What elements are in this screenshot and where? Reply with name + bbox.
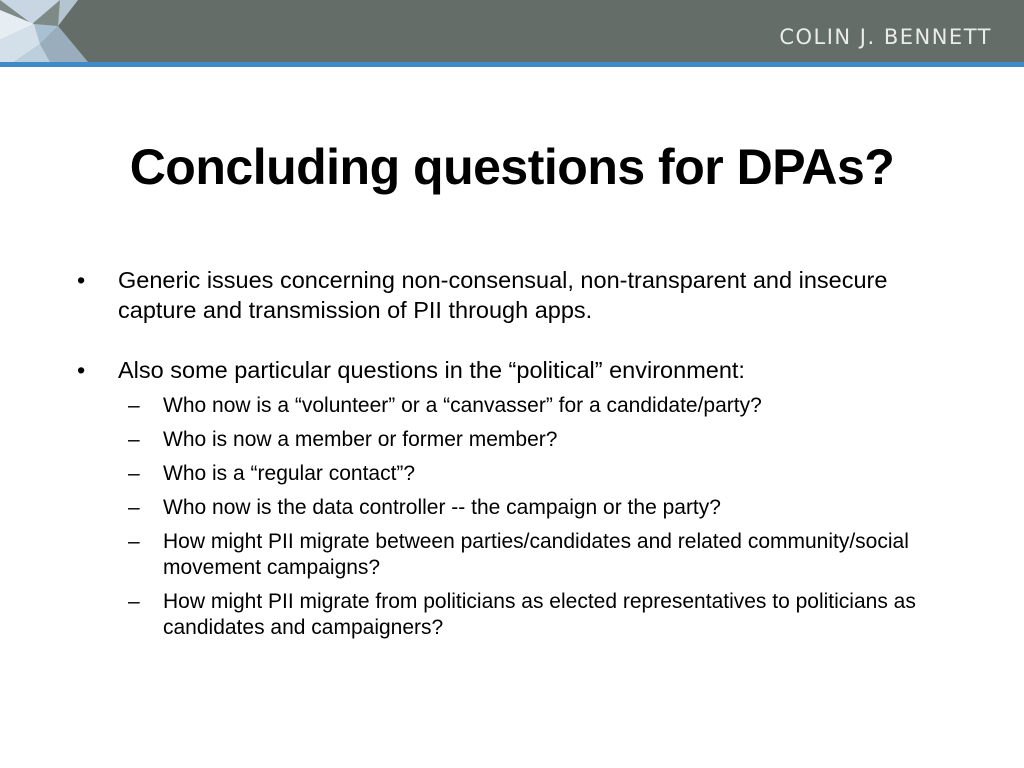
sub-bullet-text: Who now is the data controller -- the campaign or the party?: [163, 496, 721, 519]
sub-bullet-marker: –: [128, 462, 140, 485]
sub-bullet-item: [77, 393, 957, 419]
sub-bullet-item: [77, 461, 957, 487]
bullet-marker: •: [77, 357, 86, 383]
sub-bullet-item: [77, 427, 957, 453]
sub-bullet-marker: –: [128, 590, 140, 613]
sub-bullet-text: Who is now a member or former member?: [163, 428, 558, 451]
slide-content: [77, 265, 957, 641]
sub-bullet-marker: –: [128, 496, 140, 519]
sub-bullet-marker: –: [128, 428, 140, 451]
slide-title: Concluding questions for DPAs?: [129, 139, 895, 195]
sub-bullet-item: [77, 589, 957, 641]
sub-bullet-text: How might PII migrate between parties/candidates and related community/social movement campaigns?: [163, 530, 909, 579]
bullet-text: Also some particular questions in the “political” environment:: [118, 357, 745, 383]
author-name: COLIN J. BENNETT: [779, 25, 992, 49]
geometric-star-logo-icon: [0, 0, 120, 62]
sub-bullet-marker: –: [128, 530, 140, 553]
sub-bullet-item: [77, 529, 957, 581]
bullet-item: [77, 265, 957, 325]
sub-bullet-list: [77, 393, 957, 641]
sub-bullet-text: Who now is a “volunteer” or a “canvasser” for a candidate/party?: [163, 394, 762, 417]
sub-bullet-item: [77, 495, 957, 521]
sub-bullet-text: Who is a “regular contact”?: [163, 462, 416, 485]
sub-bullet-marker: –: [128, 394, 140, 417]
bullet-item: [77, 355, 957, 385]
sub-bullet-text: How might PII migrate from politicians as elected representatives to politicians as candidates and campaigners?: [163, 590, 916, 639]
bullet-marker: •: [77, 267, 86, 293]
header-accent-line: [0, 62, 1024, 67]
bullet-text: Generic issues concerning non-consensual, non-transparent and insecure capture and transmission of PII through apps.: [118, 267, 888, 323]
